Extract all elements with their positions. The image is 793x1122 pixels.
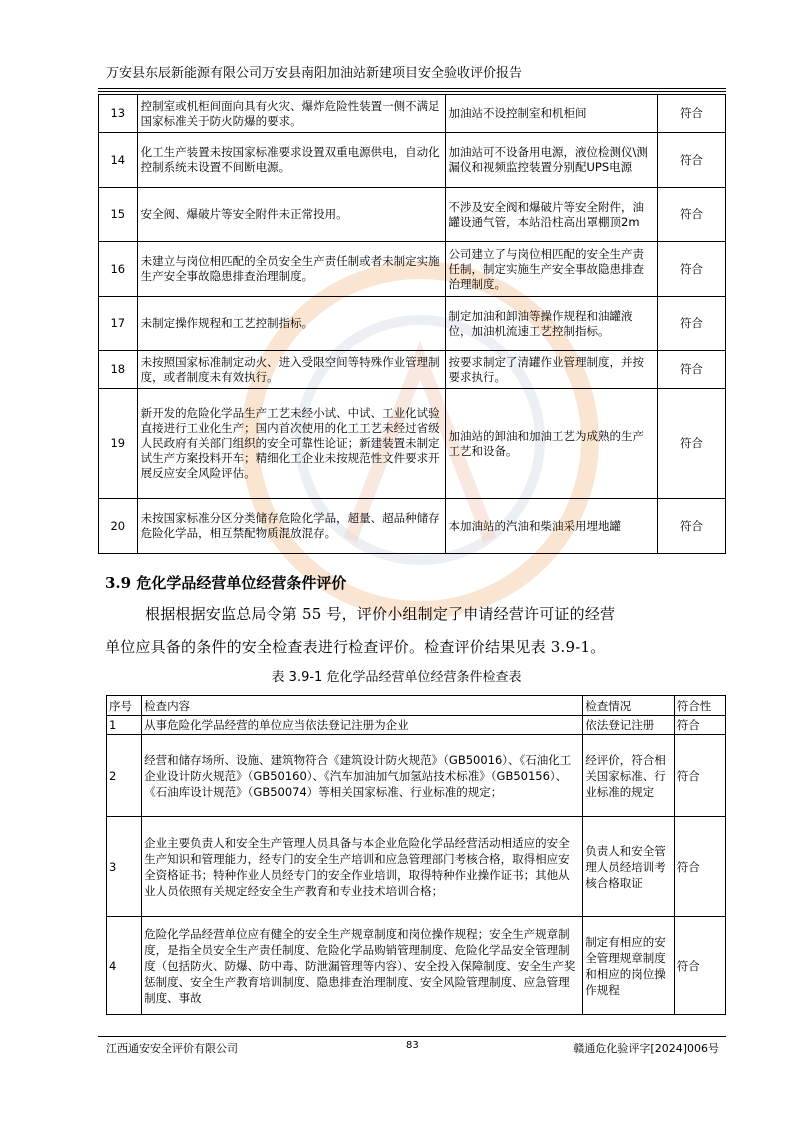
check-item: 未制定操作规程和工艺控制指标。 — [137, 297, 445, 351]
row-number: 15 — [99, 188, 138, 242]
check-result: 加油站不设控制室和机柜间 — [445, 95, 657, 133]
table-row — [107, 917, 726, 1015]
check-result: 加油站可不设备用电源，液位检测仪\测漏仪和视频监控装置分别配UPS电源 — [445, 133, 657, 188]
conformity: 符合 — [674, 817, 725, 917]
check-result: 不涉及安全阀和爆破片等安全附件，油罐设通气管，本站沿柱高出罩棚顶2m — [445, 188, 657, 242]
check-result: 制定加油和卸油等操作规程和油罐液位，加油机流速工艺控制指标。 — [445, 297, 657, 351]
conformity: 符合 — [674, 917, 725, 1015]
section-paragraph-line1: 根据根据安监总局令第 55 号，评价小组制定了申请经营许可证的经营 — [145, 605, 616, 623]
table-row — [107, 716, 726, 735]
row-number: 1 — [107, 716, 142, 735]
check-result: 制定有相应的安全管理规章制度和相应的岗位操作规程 — [583, 917, 674, 1015]
footer-doc-number: 赣通危化验评字[2024]006号 — [573, 1042, 719, 1055]
table-row — [99, 95, 726, 133]
conformity: 符合 — [674, 735, 725, 817]
check-item: 未建立与岗位相匹配的全员安全生产责任制或者未制定实施生产安全事故隐患排查治理制度。 — [137, 242, 445, 297]
check-item: 新开发的危险化学品生产工艺未经小试、中试、工业化试验直接进行工业化生产；国内首次使用的化工工艺未经过省级人民政府有关部门组织的安全可靠性论证；新建装置未制定试生产方案投料开车；精细化工企业未按规范性文件要求开展反应安全风险评估。 — [137, 389, 445, 499]
row-number: 13 — [99, 95, 138, 133]
check-result: 负责人和安全管理人员经培训考核合格取证 — [583, 817, 674, 917]
conformity: 符合 — [657, 389, 725, 499]
table-row — [99, 242, 726, 297]
header-rule — [98, 88, 726, 89]
section-paragraph-line2: 单位应具备的条件的安全检查表进行检查评价。检查评价结果见表 3.9-1。 — [105, 638, 606, 656]
check-item: 控制室或机柜间面向具有火灾、爆炸危险性装置一侧不满足国家标准关于防火防爆的要求。 — [137, 95, 445, 133]
conformity: 符合 — [674, 716, 725, 735]
table-row — [107, 817, 726, 917]
row-number: 16 — [99, 242, 138, 297]
conformity: 符合 — [657, 351, 725, 389]
check-item: 安全阀、爆破片等安全附件未正常投用。 — [137, 188, 445, 242]
row-number: 19 — [99, 389, 138, 499]
table-row — [99, 351, 726, 389]
table-row — [99, 297, 726, 351]
check-result: 公司建立了与岗位相匹配的安全生产责任制，制定实施生产安全事故隐患排查治理制度。 — [445, 242, 657, 297]
check-result: 依法登记注册 — [583, 716, 674, 735]
header-no: 序号 — [107, 696, 142, 716]
check-result: 按要求制定了清罐作业管理制度，并按要求执行。 — [445, 351, 657, 389]
header-conformity: 符合性 — [674, 696, 725, 716]
check-result: 本加油站的汽油和柴油采用埋地罐 — [445, 499, 657, 554]
page-number: 83 — [406, 1040, 419, 1051]
conformity: 符合 — [657, 242, 725, 297]
row-number: 14 — [99, 133, 138, 188]
check-result: 经评价，符合相关国家标准、行业标准的规定 — [583, 735, 674, 817]
footer-company: 江西通安安全评价有限公司 — [106, 1042, 238, 1055]
business-conditions-table — [106, 695, 726, 1015]
row-number: 2 — [107, 735, 142, 817]
section-title: 3.9 危化学品经营单位经营条件评价 — [105, 574, 347, 592]
header-content: 检查内容 — [142, 696, 583, 716]
conformity: 符合 — [657, 133, 725, 188]
check-content: 经营和储存场所、设施、建筑物符合《建筑设计防火规范》（GB50016）、《石油化工企业设计防火规范》（GB50160）、《汽车加油加气加氢站技术标准》（GB50156）、《石油库设计规范》（GB50074）等相关国家标准、行业标准的规定； — [142, 735, 583, 817]
header-rule-thin — [98, 91, 726, 92]
check-item: 化工生产装置未按国家标准要求设置双重电源供电，自动化控制系统未设置不间断电源。 — [137, 133, 445, 188]
header-result: 检查情况 — [583, 696, 674, 716]
row-number: 20 — [99, 499, 138, 554]
table-row — [99, 499, 726, 554]
row-number: 4 — [107, 917, 142, 1015]
page-header-title: 万安县东辰新能源有限公司万安县南阳加油站新建项目安全验收评价报告 — [106, 66, 523, 81]
table-row — [107, 735, 726, 817]
check-content: 企业主要负责人和安全生产管理人员具备与本企业危险化学品经营活动相适应的安全生产知识和管理能力，经专门的安全生产培训和应急管理部门考核合格，取得相应安全资格证书；特种作业人员经专门的安全作业培训，取得特种作业操作证书；其他从业人员依照有关规定经安全生产教育和专业技术培训合格； — [142, 817, 583, 917]
check-content: 从事危险化学品经营的单位应当依法登记注册为企业 — [142, 716, 583, 735]
table-row — [99, 389, 726, 499]
row-number: 17 — [99, 297, 138, 351]
check-item: 未按国家标准分区分类储存危险化学品，超量、超品种储存危险化学品，相互禁配物质混放混存。 — [137, 499, 445, 554]
conformity: 符合 — [657, 297, 725, 351]
conformity: 符合 — [657, 95, 725, 133]
table-caption: 表 3.9-1 危化学品经营单位经营条件检查表 — [271, 670, 522, 685]
row-number: 18 — [99, 351, 138, 389]
table-row — [99, 133, 726, 188]
check-item: 未按照国家标准制定动火、进入受限空间等特殊作业管理制度，或者制度未有效执行。 — [137, 351, 445, 389]
table-header-row — [107, 696, 726, 716]
hazard-check-table — [98, 94, 726, 554]
conformity: 符合 — [657, 188, 725, 242]
conformity: 符合 — [657, 499, 725, 554]
check-content: 危险化学品经营单位应有健全的安全生产规章制度和岗位操作规程；安全生产规章制度，是指全员安全生产责任制度、危险化学品购销管理制度、危险化学品安全管理制度（包括防火、防爆、防中毒、防泄漏管理等内容）、安全投入保障制度、安全生产奖惩制度、安全生产教育培训制度、隐患排查治理制度、安全风险管理制度、应急管理制度、事故 — [142, 917, 583, 1015]
check-result: 加油站的卸油和加油工艺为成熟的生产工艺和设备。 — [445, 389, 657, 499]
row-number: 3 — [107, 817, 142, 917]
table-row — [99, 188, 726, 242]
footer-rule — [98, 1036, 726, 1037]
